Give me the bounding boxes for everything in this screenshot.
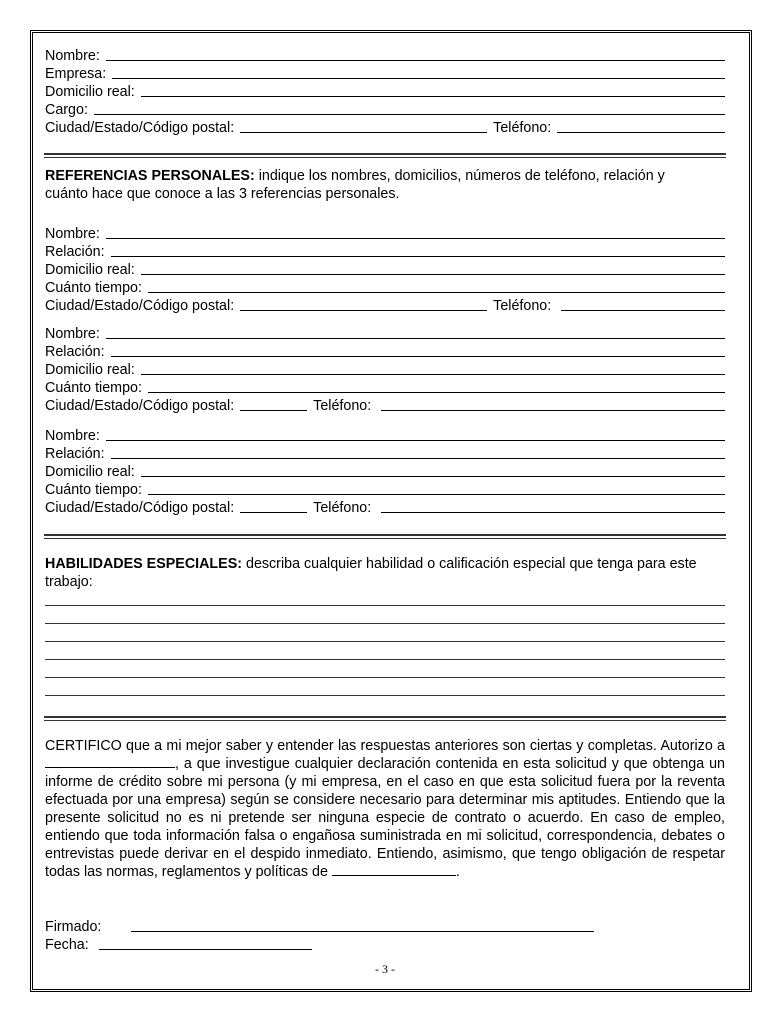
ref1-time-row [45,278,725,296]
label: Ciudad/Estado/Código postal: [45,500,235,516]
ref3-name-row [45,426,725,444]
label: Cuánto tiempo: [45,380,142,396]
signature-field[interactable] [131,931,594,932]
label: Nombre: [45,428,100,444]
label: Ciudad/Estado/Código postal: [45,398,235,414]
label: Empresa: [45,66,107,82]
references-instructions-2: cuánto hace que conoce a las 3 referencias personales. [45,186,400,202]
label: Relación: [45,244,105,260]
ref2-name-field[interactable] [106,338,725,339]
ref3-address-field[interactable] [141,476,725,477]
authorized-party-field[interactable] [45,755,175,768]
ref1-time-field[interactable] [148,292,725,293]
label: Cargo: [45,102,88,118]
ref1-city-field[interactable] [240,310,487,311]
label: Firmado: [45,919,102,935]
references-heading: REFERENCIAS PERSONALES: [45,168,255,184]
ref1-phone-field[interactable] [561,310,725,311]
ref2-address-row [45,360,725,378]
label: Domicilio real: [45,84,135,100]
cert-text-1: CERTIFICO que a mi mejor saber y entender las respuestas anteriores son ciertas y completas. Autorizo a [45,738,725,754]
label: Domicilio real: [45,262,135,278]
ref2-city-row [45,396,725,414]
employer-company-field[interactable] [112,78,725,79]
ref3-time-field[interactable] [148,494,725,495]
ref1-address-row [45,260,725,278]
employer-position-row [45,100,725,118]
ref3-time-row [45,480,725,498]
label: Cuánto tiempo: [45,280,142,296]
skills-line[interactable] [45,623,725,624]
employer-phone-field[interactable] [557,132,725,133]
label: Relación: [45,446,105,462]
label: Domicilio real: [45,362,135,378]
ref3-city-field[interactable] [240,512,307,513]
skills-intro [45,555,725,591]
ref2-name-row [45,324,725,342]
ref1-relation-row [45,242,725,260]
ref3-relation-row [45,444,725,462]
label: Nombre: [45,226,100,242]
label: Teléfono: [313,500,372,516]
ref1-city-row [45,296,725,314]
label: Domicilio real: [45,464,135,480]
employer-address-row [45,82,725,100]
ref2-time-field[interactable] [148,392,725,393]
ref2-address-field[interactable] [141,374,725,375]
ref2-time-row [45,378,725,396]
signature-row [45,917,725,935]
ref1-name-row [45,224,725,242]
skills-line[interactable] [45,695,725,696]
section-divider [44,534,726,539]
date-row [45,935,725,953]
section-divider [44,716,726,721]
ref1-address-field[interactable] [141,274,725,275]
employer-company-row [45,64,725,82]
skills-instructions: describa cualquier habilidad o calificación especial que tenga para este trabajo: [45,556,697,590]
date-field[interactable] [99,949,312,950]
label: Teléfono: [493,120,552,136]
label: Teléfono: [493,298,552,314]
employer-name-row [45,46,725,64]
skills-line[interactable] [45,641,725,642]
ref3-phone-field[interactable] [381,512,725,513]
section-divider [44,153,726,158]
skills-heading: HABILIDADES ESPECIALES: [45,556,243,572]
employer-name-field[interactable] [106,60,725,61]
page-number: - 3 - [375,962,395,976]
label: Nombre: [45,326,100,342]
policies-owner-field[interactable] [332,863,456,876]
label: Teléfono: [313,398,372,414]
employer-address-field[interactable] [141,96,725,97]
ref2-phone-field[interactable] [381,410,725,411]
cert-text-2: , a que investigue cualquier declaración contenida en esta solicitud y que obtenga un informe de crédito sobre mi persona (y mi empresa, en el caso en que esta solicitud fuera por la reventa efectuada por una empresa) según se considere necesario para determinar mis aptitudes. Entiendo que la presente solicitud no es ni pretende ser ninguna especie de contrato o acuerdo. En caso de empleo, entiendo que toda información falsa o engañosa suministrada en mi solicitud, correspondencia, debates o entrevistas puede derivar en el despido inmediato. Entiendo, asimismo, que tengo obligación de respetar todas las normas, reglamentos y políticas de [45,756,725,880]
ref3-name-field[interactable] [106,440,725,441]
ref2-relation-field[interactable] [111,356,725,357]
employer-city-field[interactable] [240,132,487,133]
label: Ciudad/Estado/Código postal: [45,298,235,314]
cert-text-3: . [455,864,460,880]
ref3-city-row [45,498,725,516]
label: Relación: [45,344,105,360]
label: Ciudad/Estado/Código postal: [45,120,235,136]
ref1-relation-field[interactable] [111,256,725,257]
skills-line[interactable] [45,605,725,606]
skills-line[interactable] [45,659,725,660]
ref2-relation-row [45,342,725,360]
label: Fecha: [45,937,89,953]
employer-position-field[interactable] [94,114,725,115]
skills-line[interactable] [45,677,725,678]
ref3-relation-field[interactable] [111,458,725,459]
ref2-city-field[interactable] [240,410,307,411]
employer-city-row [45,118,725,136]
ref3-address-row [45,462,725,480]
certification-text [45,737,725,881]
label: Cuánto tiempo: [45,482,142,498]
label: Nombre: [45,48,100,64]
ref1-name-field[interactable] [106,238,725,239]
references-instructions: indique los nombres, domicilios, números de teléfono, relación y [254,168,665,184]
references-intro [45,167,725,203]
